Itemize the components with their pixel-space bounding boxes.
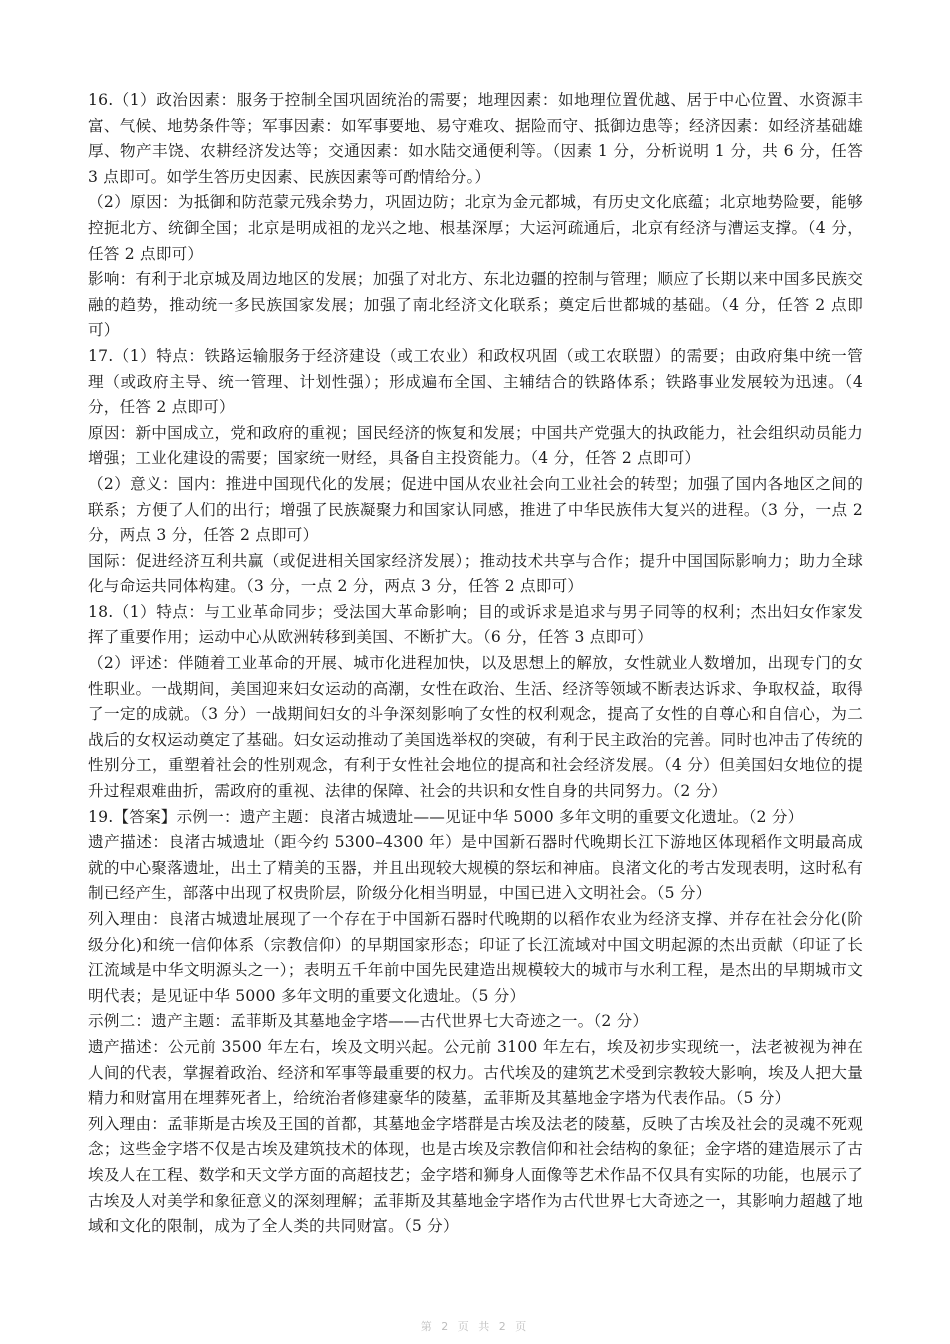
q18-part2-review: （2）评述：伴随着工业革命的开展、城市化进程加快，以及思想上的解放，女性就业人数增加，出现专门的女性职业。一战期间，美国迎来妇女运动的高潮，女性在政治、生活、经济等领域不断表达诉求、争取权益，取得了一定的成就。（3 分）一战期间妇女的斗争深刻影响了女性的权利观念，提高了女性的自尊心和自信心，为二战后的女权运动奠定了基础。妇女运动推动了美国选举权的突破，有利于民主政治的完善。同时也冲击了传统的性别分工，重塑着社会的性别观念，有利于女性社会地位的提高和社会经济发展。（4 分）但美国妇女地位的提升过程艰难曲折，需政府的重视、法律的保障、社会的共识和女性自身的共同努力。（2 分）: [88, 654, 863, 801]
q17-part2-international-significance: 国际：促进经济互利共赢（或促进相关国家经济发展）；推动技术共享与合作；提升中国国际影响力；助力全球化与命运共同体构建。（3 分，一点 2 分，两点 3 分，任答 2 点即可）: [88, 551, 863, 596]
q17-part2-domestic-significance: （2）意义：国内：推进中国现代化的发展；促进中国从农业社会向工业社会的转型；加强了国内各地区之间的联系；方便了人们的出行；增强了民族凝聚力和国家认同感，推进了中华民族伟大复兴的进程。（3 分，一点 2 分，两点 3 分，任答 2 点即可）: [88, 474, 863, 545]
q19-example1-reason: 列入理由：良渚古城遗址展现了一个存在于中国新石器时代晚期的以稻作农业为经济支撑、并存在社会分化(阶级分化)和统一信仰体系（宗教信仰）的早期国家形态；印证了长江流域对中国文明起源的杰出贡献（印证了长江流域是中华文明源头之一）；表明五千年前中国先民建造出规模较大的城市与水利工程，是杰出的早期城市文明代表；是见证中华 5000 多年文明的重要文化遗址。（5 分）: [88, 910, 863, 1005]
q19-example2-theme: 示例二：遗产主题：孟菲斯及其墓地金字塔——古代世界七大奇迹之一。（2 分）: [88, 1012, 649, 1031]
q17-part1-reasons: 原因：新中国成立，党和政府的重视；国民经济的恢复和发展；中国共产党强大的执政能力，社会组织动员能力增强；工业化建设的需要；国家统一财经，具备自主投资能力。（4 分，任答 2 点即可）: [88, 423, 863, 468]
answer-document: [88, 88, 863, 1240]
q16-part2-reasons: （2）原因：为抵御和防范蒙元残余势力，巩固边防；北京为金元都城，有历史文化底蕴；北京地势险要，能够控扼北方、统御全国；北京是明成祖的龙兴之地、根基深厚；大运河疏通后，北京有经济与漕运支撑。（4 分，任答 2 点即可）: [88, 193, 863, 263]
q18-part1-features: 18.（1）特点：与工业革命同步；受法国大革命影响；目的或诉求是追求与男子同等的权利；杰出妇女作家发挥了重要作用；运动中心从欧洲转移到美国、不断扩大。（6 分，任答 3 点即可）: [88, 602, 863, 647]
q19-example1-theme: 19.【答案】示例一：遗产主题：良渚古城遗址——见证中华 5000 多年文明的重要文化遗址。（2 分）: [88, 807, 804, 826]
q19-example2-description: 遗产描述：公元前 3500 年左右，埃及文明兴起。公元前 3100 年左右，埃及初步实现统一，法老被视为神在人间的代表，掌握着政治、经济和军事等最重要的权力。古代埃及的建筑艺术受到宗教较大影响，埃及人把大量精力和财富用在埋葬死者上，给统治者修建豪华的陵墓，孟菲斯及其墓地金字塔为代表作品。（5 分）: [88, 1037, 863, 1108]
q19-example2-reason: 列入理由：孟菲斯是古埃及王国的首都，其墓地金字塔群是古埃及法老的陵墓，反映了古埃及社会的灵魂不死观念；这些金字塔不仅是古埃及建筑技术的体现，也是古埃及宗教信仰和社会结构的象征；金字塔的建造展示了古埃及人在工程、数学和天文学方面的高超技艺；金字塔和狮身人面像等艺术作品不仅具有实际的功能，也展示了古埃及人对美学和象征意义的深刻理解；孟菲斯及其墓地金字塔作为古代世界七大奇迹之一，其影响力超越了地域和文化的限制，成为了全人类的共同财富。（5 分）: [88, 1114, 863, 1236]
q17-part1-features: 17.（1）特点：铁路运输服务于经济建设（或工农业）和政权巩固（或工农联盟）的需要；由政府集中统一管理（或政府主导、统一管理、计划性强）；形成遍布全国、主辅结合的铁路体系；铁路事业发展较为迅速。（4 分，任答 2 点即可）: [88, 346, 863, 417]
q16-part1-factors: 16.（1）政治因素：服务于控制全国巩固统治的需要；地理因素：如地理位置优越、居于中心位置、水资源丰富、气候、地势条件等；军事因素：如军事要地、易守难攻、据险而守、抵御边患等；经济因素：如经济基础雄厚、物产丰饶、农耕经济发达等；交通因素：如水陆交通便利等。（因素 1 分，分析说明 1 分，共 6 分，任答 3 点即可。如学生答历史因素、民族因素等可酌情给分。）: [88, 91, 863, 186]
page-footer: 第 2 页 共 2 页: [420, 1320, 530, 1333]
q16-part2-impact: 影响：有利于北京城及周边地区的发展；加强了对北方、东北边疆的控制与管理；顺应了长期以来中国多民族交融的趋势，推动统一多民族国家发展；加强了南北经济文化联系；奠定后世都城的基础。（4 分，任答 2 点即可）: [88, 270, 863, 340]
q19-example1-description: 遗产描述：良渚古城遗址（距今约 5300–4300 年）是中国新石器时代晚期长江下游地区体现稻作文明最高成就的中心聚落遗址，出土了精美的玉器，并且出现较大规模的祭坛和神庙。良渚文化的考古发现表明，这时私有制已经产生，部落中出现了权贵阶层，阶级分化相当明显，中国已进入文明社会。（5 分）: [88, 833, 863, 903]
